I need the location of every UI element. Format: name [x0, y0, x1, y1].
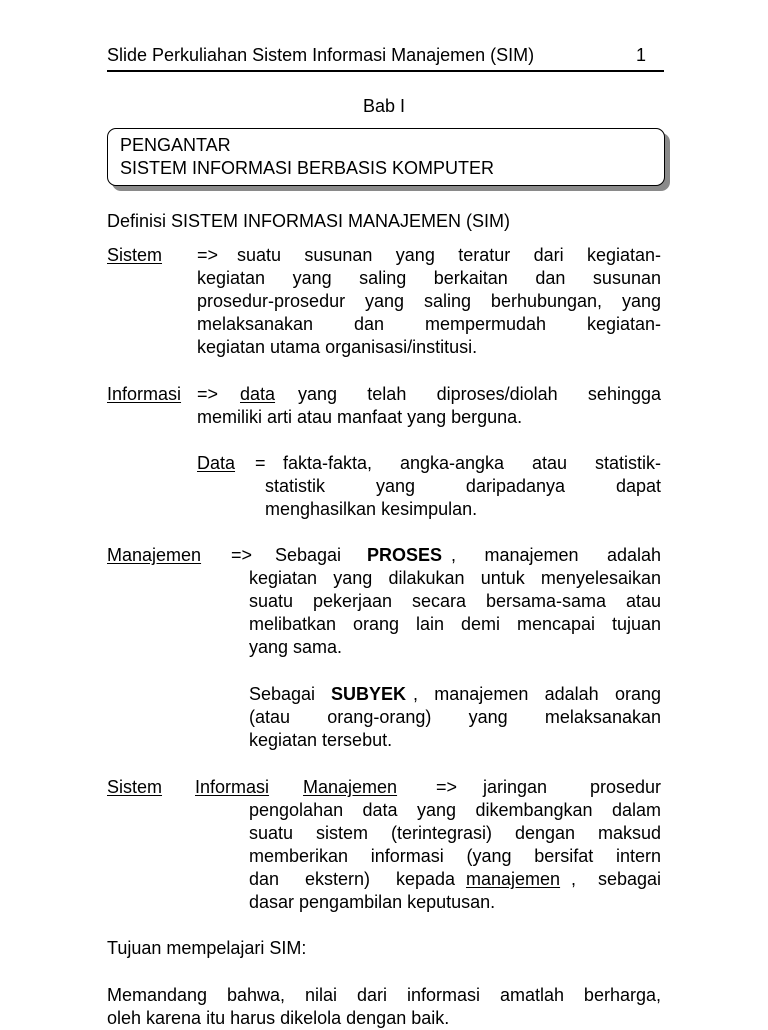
manajemen-p1-line-4: melibatkan orang lain demi mencapai tujuan: [249, 614, 661, 634]
term-data: Data: [197, 453, 236, 473]
term-sistem: Sistem: [107, 245, 163, 265]
sistem-line-3: prosedur-prosedur yang saling berhubungan, yang: [197, 291, 661, 311]
tujuan-heading: Tujuan mempelajari SIM:: [107, 938, 307, 958]
data-line-3: menghasilkan kesimpulan.: [265, 499, 478, 519]
manajemen-arrow: =>: [231, 545, 253, 565]
term-manajemen: Manajemen: [107, 545, 202, 565]
informasi-line-1: yang telah diproses/diolah sehingga: [298, 384, 661, 404]
manajemen-p1-line-3: suatu pekerjaan secara bersama-sama atau: [249, 591, 661, 611]
manajemen-subyek: SUBYEK: [331, 684, 407, 704]
sim-line-3: suatu sistem (terintegrasi) dengan maksud: [249, 823, 661, 843]
data-line-2: statistik yang daripadanya dapat: [265, 476, 661, 496]
term-sim-word-1: Sistem: [107, 777, 163, 797]
page-header-title: Slide Perkuliahan Sistem Informasi Manajemen (SIM): [107, 45, 535, 65]
sim-line-1: jaringan prosedur: [483, 777, 661, 797]
manajemen-p1-suffix: , manajemen adalah: [451, 545, 661, 565]
closing-line-1: Memandang bahwa, nilai dari informasi amatlah berharga,: [107, 985, 661, 1005]
sim-line-2: pengolahan data yang dikembangkan dalam: [249, 800, 661, 820]
data-line-1: fakta-fakta, angka-angka atau statistik-: [283, 453, 661, 473]
definition-heading: Definisi SISTEM INFORMASI MANAJEMEN (SIM): [107, 211, 511, 231]
sim-arrow: =>: [436, 777, 458, 797]
manajemen-p2-line-2: (atau orang-orang) yang melaksanakan: [249, 707, 661, 727]
manajemen-p1-line-5: yang sama.: [249, 637, 343, 657]
informasi-arrow: =>: [197, 384, 219, 404]
chapter-title-line1: PENGANTAR: [120, 135, 231, 155]
sim-line-5-manajemen: manajemen: [466, 869, 561, 889]
informasi-line-2: memiliki arti atau manfaat yang berguna.: [197, 407, 523, 427]
term-informasi: Informasi: [107, 384, 182, 404]
header-rule: [107, 70, 664, 72]
manajemen-proses: PROSES: [367, 545, 443, 565]
chapter-title-line2: SISTEM INFORMASI BERBASIS KOMPUTER: [120, 158, 495, 178]
manajemen-p1-prefix: Sebagai: [275, 545, 342, 565]
sim-line-5-before: dan ekstern) kepada: [249, 869, 455, 889]
manajemen-p2-prefix: Sebagai: [249, 684, 316, 704]
term-sim-word-3: Manajemen: [303, 777, 398, 797]
sistem-arrow: =>: [197, 245, 219, 265]
manajemen-p2-suffix: , manajemen adalah orang: [413, 684, 661, 704]
manajemen-p1-line-2: kegiatan yang dilakukan untuk menyelesaikan: [249, 568, 661, 588]
sistem-line-5: kegiatan utama organisasi/institusi.: [197, 337, 478, 357]
page-number: 1: [636, 45, 647, 65]
informasi-data-word: data: [240, 384, 276, 404]
chapter-label: Bab I: [362, 96, 406, 116]
data-equals: =: [255, 453, 266, 473]
closing-line-2: oleh karena itu harus dikelola dengan baik.: [107, 1008, 450, 1028]
sim-line-5-after: , sebagai: [571, 869, 661, 889]
sistem-line-1: suatu susunan yang teratur dari kegiatan-: [237, 245, 661, 265]
sistem-line-4: melaksanakan dan mempermudah kegiatan-: [197, 314, 661, 334]
sim-line-6: dasar pengambilan keputusan.: [249, 892, 496, 912]
sistem-line-2: kegiatan yang saling berkaitan dan susunan: [197, 268, 661, 288]
term-sim-word-2: Informasi: [195, 777, 270, 797]
sim-line-4: memberikan informasi (yang bersifat intern: [249, 846, 661, 866]
manajemen-p2-line-3: kegiatan tersebut.: [249, 730, 393, 750]
chapter-title-box: [107, 128, 665, 186]
